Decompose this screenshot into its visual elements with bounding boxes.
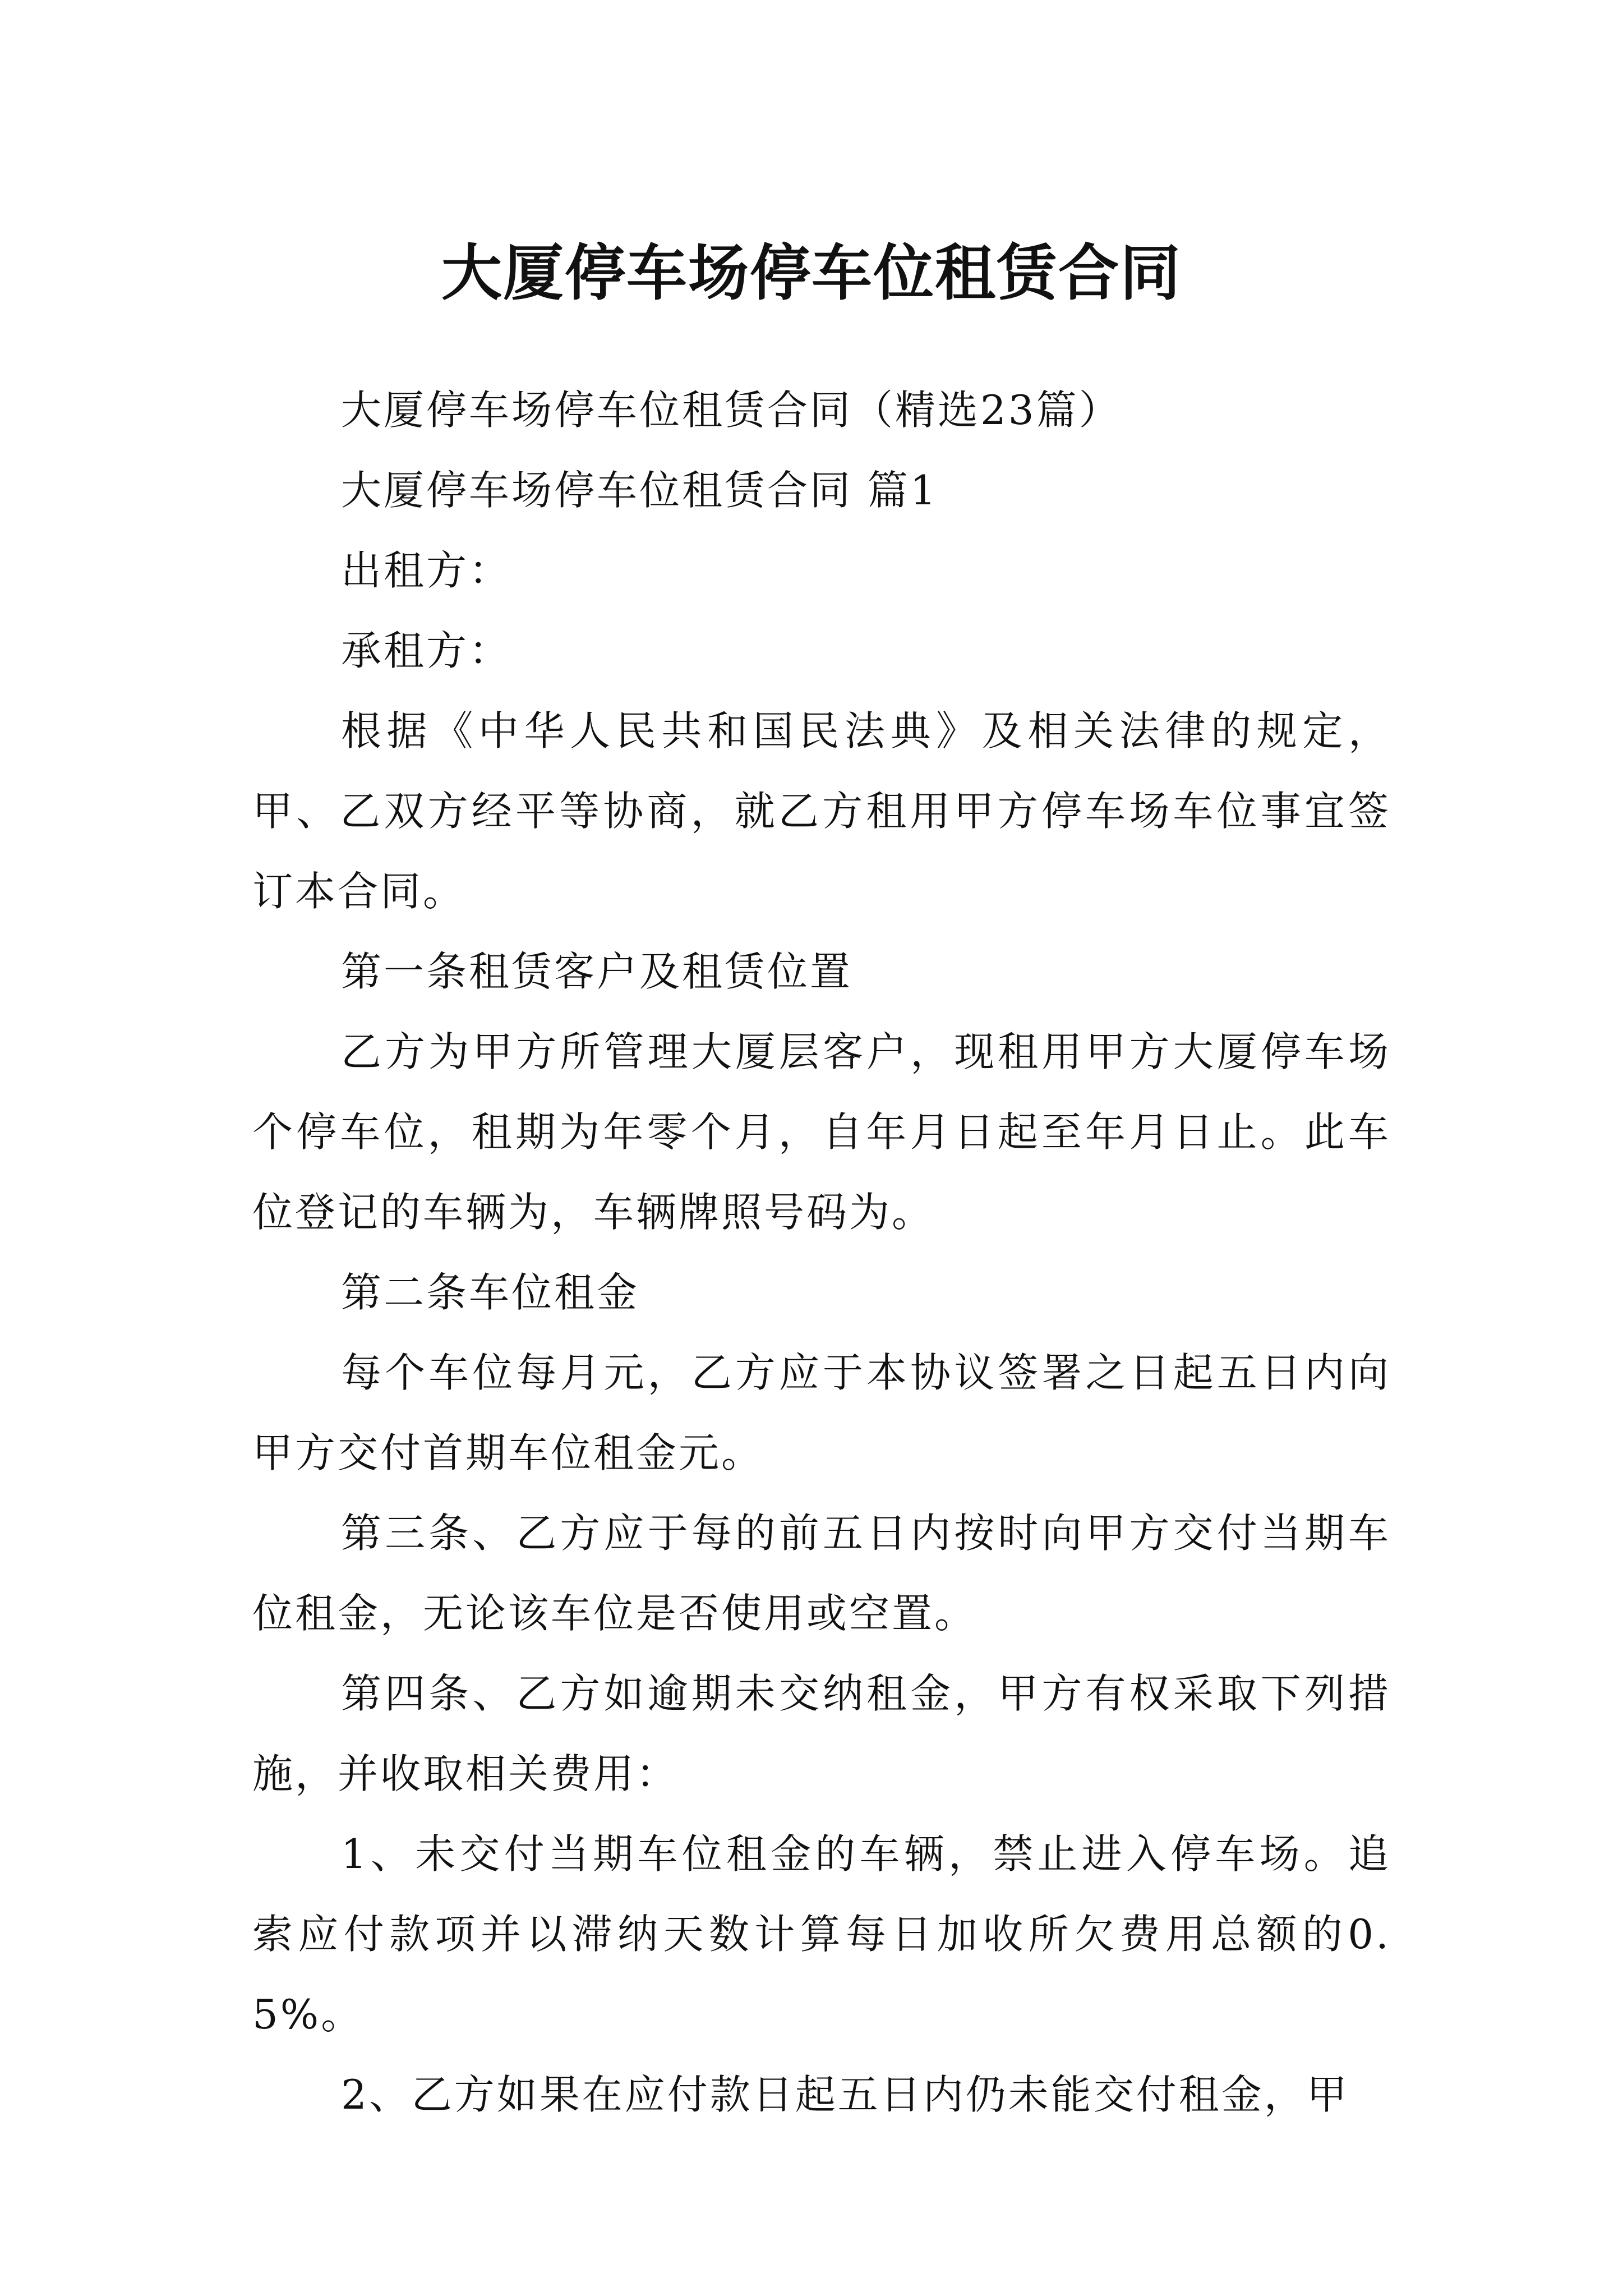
paragraph-lessor: 出租方： (341, 547, 512, 594)
paragraph-article-3: 第三条、乙方应于每的前五日内按时向甲方交付当期车位租金，无论该车位是否使用或空置。 (252, 1510, 1391, 1637)
paragraph-preamble: 根据《中华人民共和国民法典》及相关法律的规定，甲、乙双方经平等协商，就乙方租用甲方停车场车位事宜签订本合同。 (252, 707, 1391, 915)
paragraph-item-2: 2、乙方如果在应付款日起五日内仍未能交付租金，甲 (341, 2071, 1349, 2118)
paragraph-lessee: 承租方： (341, 627, 512, 674)
paragraph-article-4: 第四条、乙方如逾期未交纳租金，甲方有权采取下列措施，并收取相关费用： (252, 1670, 1391, 1797)
document-title: 大厦停车场停车位租赁合同 (441, 238, 1182, 309)
paragraph-section-heading: 大厦停车场停车位租赁合同 篇1 (341, 467, 938, 514)
paragraph-article-1-heading: 第一条租赁客户及租赁位置 (341, 948, 853, 995)
document-body (252, 370, 1391, 2135)
paragraph-article-2-body: 每个车位每月元，乙方应于本协议签署之日起五日内向甲方交付首期车位租金元。 (252, 1349, 1391, 1476)
paragraph-item-1: 1、未交付当期车位租金的车辆，禁止进入停车场。追索应付款项并以滞纳天数计算每日加收所欠费用总额的0.5%。 (252, 1830, 1391, 2038)
paragraph-subtitle: 大厦停车场停车位租赁合同（精选23篇） (341, 386, 1122, 434)
paragraph-article-2-heading: 第二条车位租金 (341, 1269, 640, 1316)
paragraph-article-1-body: 乙方为甲方所管理大厦层客户，现租用甲方大厦停车场个停车位，租期为年零个月，自年月日起至年月日止。此车位登记的车辆为，车辆牌照号码为。 (252, 1028, 1391, 1236)
